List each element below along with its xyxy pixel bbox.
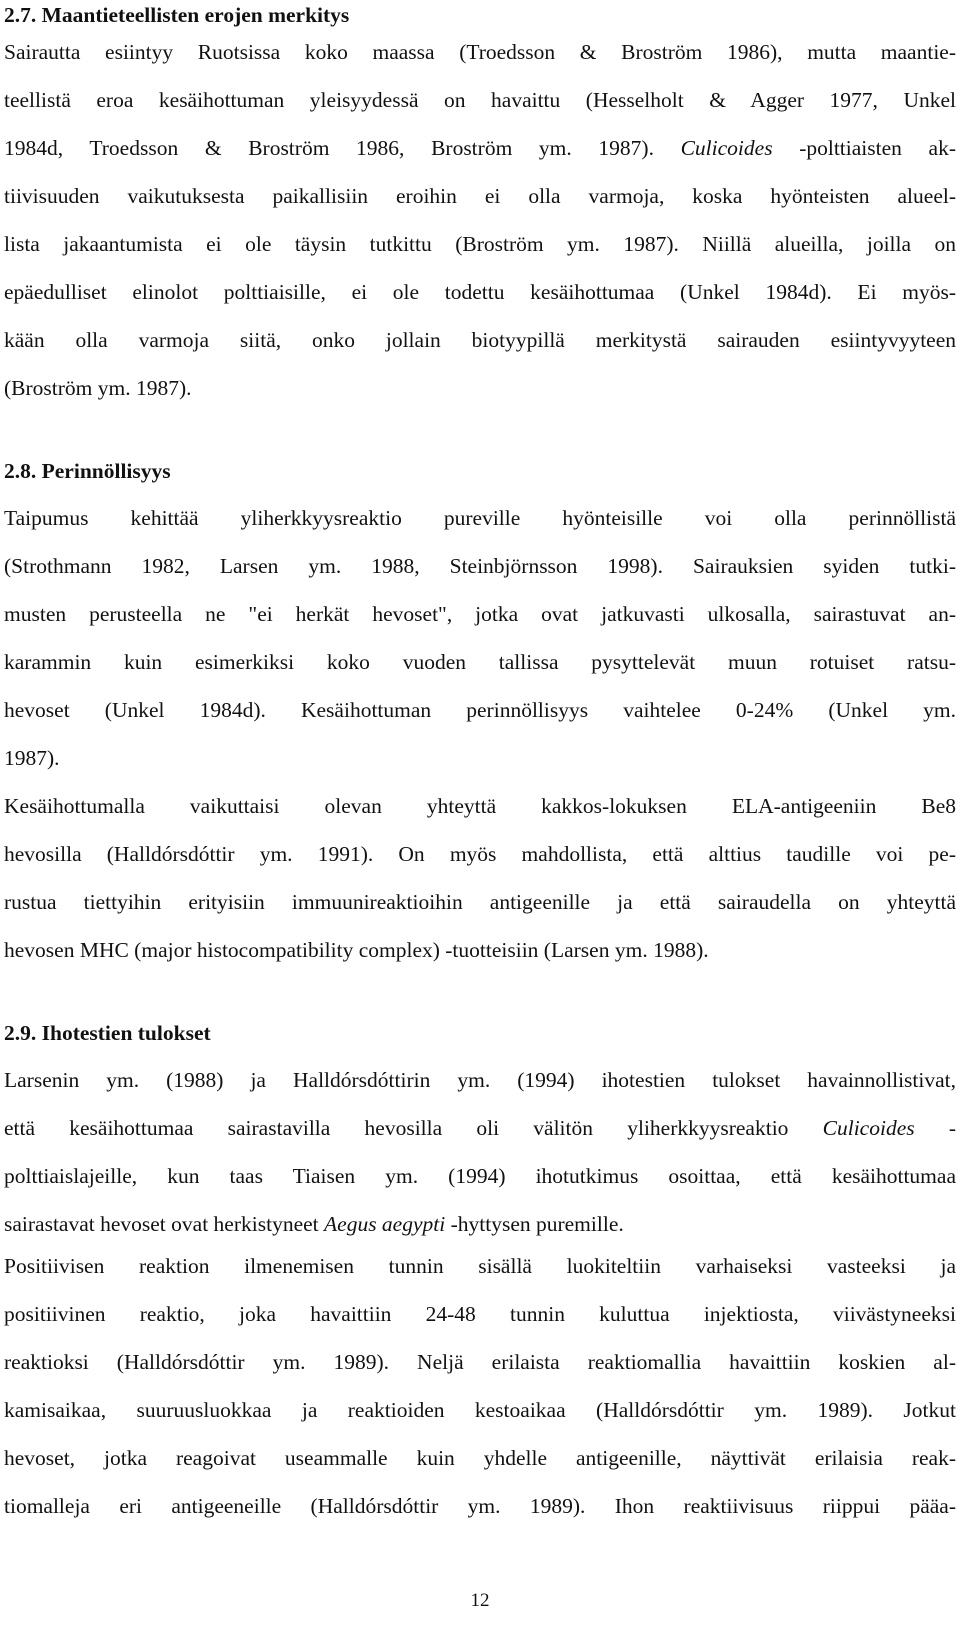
paragraph-line: (Broström ym. 1987). — [4, 376, 192, 400]
paragraph-line: Sairautta esiintyy Ruotsissa koko maassa (Troedsson & Broström 1986), mutta maantie- — [4, 40, 956, 64]
paragraph-line: musten perusteella ne "ei herkät hevoset", jotka ovat jatkuvasti ulkosalla, sairastuvat an- — [4, 602, 956, 626]
paragraph-line: reaktioksi (Halldórsdóttir ym. 1989). Neljä erilaista reaktiomallia havaittiin koskien al- — [4, 1350, 956, 1374]
section-heading-2-9: 2.9. Ihotestien tulokset — [4, 1021, 211, 1045]
paragraph-line: Taipumus kehittää yliherkkyysreaktio pureville hyönteisille voi olla perinnöllistä — [4, 506, 956, 530]
paragraph-line: hevosilla (Halldórsdóttir ym. 1991). On myös mahdollista, että alttius taudille voi pe- — [4, 842, 956, 866]
paragraph-line: (Strothmann 1982, Larsen ym. 1988, Steinbjörnsson 1998). Sairauksien syiden tutki- — [4, 554, 956, 578]
paragraph-line: positiivinen reaktio, joka havaittiin 24-48 tunnin kuluttua injektiosta, viivästyneeksi — [4, 1302, 956, 1326]
paragraph-line: kään olla varmoja siitä, onko jollain biotyypillä merkitystä sairauden esiintyvyyteen — [4, 328, 956, 352]
paragraph-line — [4, 1113, 956, 1143]
paragraph-line: rustua tiettyihin erityisiin immuunireaktioihin antigeenille ja että sairaudella on yhteyttä — [4, 890, 956, 914]
paragraph-line — [4, 133, 956, 163]
paragraph-line: Larsenin ym. (1988) ja Halldórsdóttirin ym. (1994) ihotestien tulokset havainnollistivat, — [4, 1068, 956, 1092]
section-heading-2-8: 2.8. Perinnöllisyys — [4, 459, 171, 483]
paragraph-line: 1987). — [4, 746, 60, 770]
paragraph-line: karammin kuin esimerkiksi koko vuoden tallissa pysyttelevät muun rotuiset ratsu- — [4, 650, 956, 674]
paragraph-line: hevoset, jotka reagoivat useammalle kuin yhdelle antigeenille, näyttivät erilaisia reak- — [4, 1446, 956, 1470]
paragraph-line: hevosen MHC (major histocompatibility complex) -tuotteisiin (Larsen ym. 1988). — [4, 938, 709, 962]
paragraph-text: -polttiaisten ak- — [799, 136, 956, 160]
paragraph-line: tiomalleja eri antigeeneille (Halldórsdóttir ym. 1989). Ihon reaktiivisuus riippui pääa- — [4, 1494, 956, 1518]
italic-term: Culicoides — [680, 136, 773, 160]
paragraph-line: kamisaikaa, suuruusluokkaa ja reaktioiden kestoaikaa (Halldórsdóttir ym. 1989). Jotkut — [4, 1398, 956, 1422]
section-heading-2-7: 2.7. Maantieteellisten erojen merkitys — [4, 3, 350, 27]
paragraph-text: -hyttysen puremille. — [445, 1212, 624, 1236]
paragraph-line: tiivisuuden vaikutuksesta paikallisiin eroihin ei olla varmoja, koska hyönteisten alueel- — [4, 184, 956, 208]
page-number: 12 — [470, 1590, 490, 1611]
paragraph-line: epäedulliset elinolot polttiaisille, ei ole todettu kesäihottumaa (Unkel 1984d). Ei myös- — [4, 280, 956, 304]
paragraph-line: hevoset (Unkel 1984d). Kesäihottuman perinnöllisyys vaihtelee 0-24% (Unkel ym. — [4, 698, 956, 722]
paragraph-line — [4, 1209, 956, 1239]
paragraph-text: sairastavat hevoset ovat herkistyneet — [4, 1212, 325, 1236]
paragraph-line: polttiaislajeille, kun taas Tiaisen ym. (1994) ihotutkimus osoittaa, että kesäihottumaa — [4, 1164, 956, 1188]
paragraph-text: että kesäihottumaa sairastavilla hevosilla oli välitön yliherkkyysreaktio — [4, 1116, 823, 1140]
paragraph-text: 1984d, Troedsson & Broström 1986, Broström ym. 1987). — [4, 136, 681, 160]
paragraph-line: lista jakaantumista ei ole täysin tutkittu (Broström ym. 1987). Niillä alueilla, joilla on — [4, 232, 956, 256]
paragraph-line: teellistä eroa kesäihottuman yleisyydessä on havaittu (Hesselholt & Agger 1977, Unkel — [4, 88, 956, 112]
paragraph-line: Positiivisen reaktion ilmenemisen tunnin sisällä luokiteltiin varhaiseksi vasteeksi ja — [4, 1254, 956, 1278]
italic-term: Aegus aegypti — [324, 1212, 446, 1236]
paragraph-line: Kesäihottumalla vaikuttaisi olevan yhteyttä kakkos-lokuksen ELA-antigeeniin Be8 — [4, 794, 956, 818]
italic-term: Culicoides — [822, 1116, 915, 1140]
paragraph-text: - — [914, 1116, 956, 1140]
